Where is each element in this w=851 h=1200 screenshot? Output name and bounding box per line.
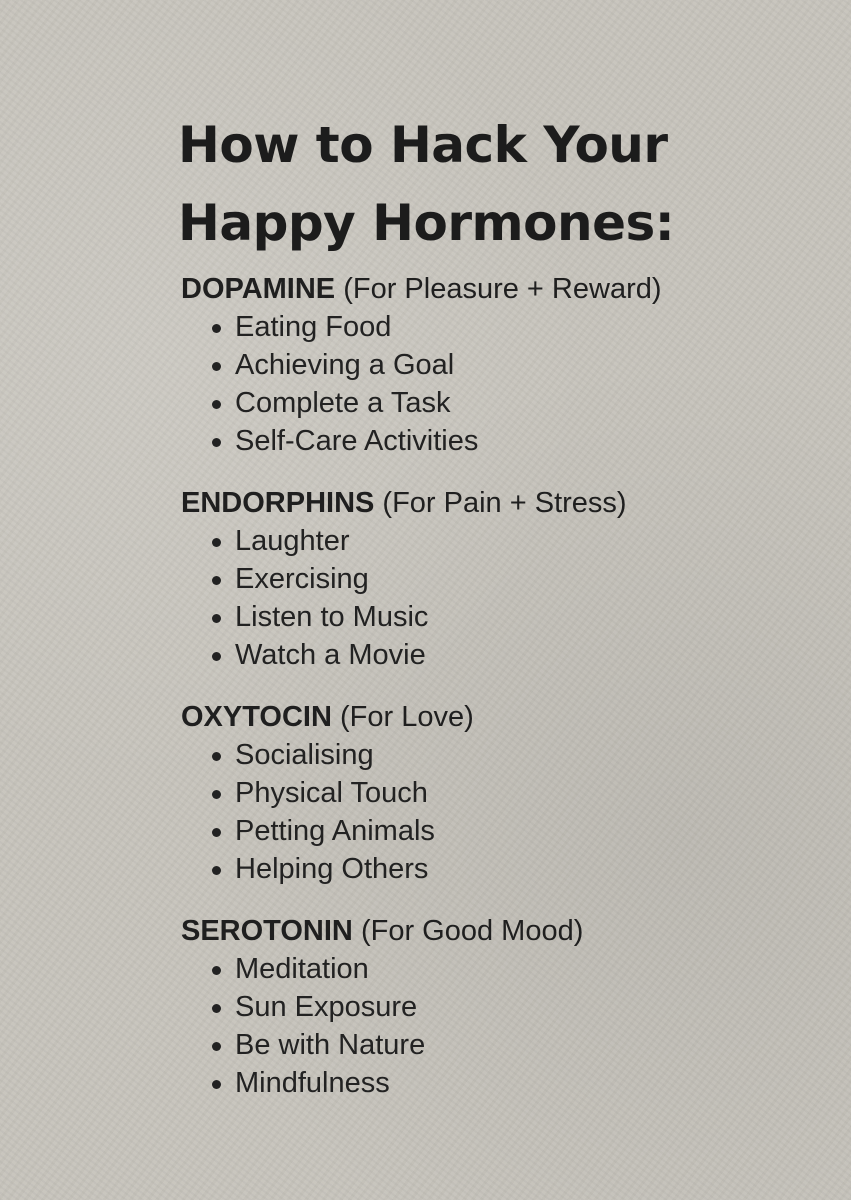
activity-list [181,736,821,888]
bullet-icon [212,652,221,661]
bullet-icon [212,1080,221,1089]
page-title [178,106,818,262]
activity-list [181,522,821,674]
section-heading [181,698,821,736]
bullet-icon [212,538,221,547]
list-item [181,522,821,560]
list-item [181,850,821,888]
list-item [181,950,821,988]
item-text: Socialising [235,739,374,771]
bullet-icon [212,438,221,447]
section-description: (For Pain + Stress) [382,487,627,519]
section-name: OXYTOCIN [181,701,332,733]
section-serotonin [181,912,821,1102]
section-heading [181,912,821,950]
section-heading [181,270,821,308]
list-item [181,774,821,812]
section-description: (For Good Mood) [360,915,584,947]
bullet-icon [212,866,221,875]
section-heading [181,484,821,522]
item-text: Exercising [235,563,369,595]
bullet-icon [212,752,221,761]
item-text: Complete a Task [235,387,451,419]
section-name: SEROTONIN [181,915,353,947]
section-description: (For Love) [340,701,474,733]
section-name: ENDORPHINS [181,487,375,519]
item-text: Laughter [235,525,350,557]
bullet-icon [212,828,221,837]
list-item [181,1026,821,1064]
hormone-sections [181,270,821,1126]
bullet-icon [212,576,221,585]
section-dopamine [181,270,821,460]
item-text: Watch a Movie [235,639,426,671]
list-item [181,346,821,384]
bullet-icon [212,966,221,975]
item-text: Achieving a Goal [235,349,455,381]
list-item [181,422,821,460]
title-line-1: How to Hack Your [178,116,668,174]
section-description: (For Pleasure + Reward) [343,273,662,305]
item-text: Physical Touch [235,777,428,809]
title-line-2: Happy Hormones: [178,194,675,252]
bullet-icon [212,324,221,333]
item-text: Meditation [235,953,369,985]
list-item [181,636,821,674]
list-item [181,812,821,850]
activity-list [181,950,821,1102]
section-endorphins [181,484,821,674]
list-item [181,384,821,422]
item-text: Helping Others [235,853,429,885]
bullet-icon [212,400,221,409]
section-oxytocin [181,698,821,888]
item-text: Petting Animals [235,815,435,847]
bullet-icon [212,1004,221,1013]
list-item [181,560,821,598]
bullet-icon [212,614,221,623]
bullet-icon [212,1042,221,1051]
bullet-icon [212,362,221,371]
item-text: Listen to Music [235,601,429,633]
item-text: Mindfulness [235,1067,390,1099]
activity-list [181,308,821,460]
bullet-icon [212,790,221,799]
list-item [181,736,821,774]
list-item [181,598,821,636]
list-item [181,308,821,346]
item-text: Eating Food [235,311,392,343]
item-text: Sun Exposure [235,991,418,1023]
item-text: Be with Nature [235,1029,426,1061]
list-item [181,1064,821,1102]
section-name: DOPAMINE [181,273,336,305]
list-item [181,988,821,1026]
item-text: Self-Care Activities [235,425,479,457]
